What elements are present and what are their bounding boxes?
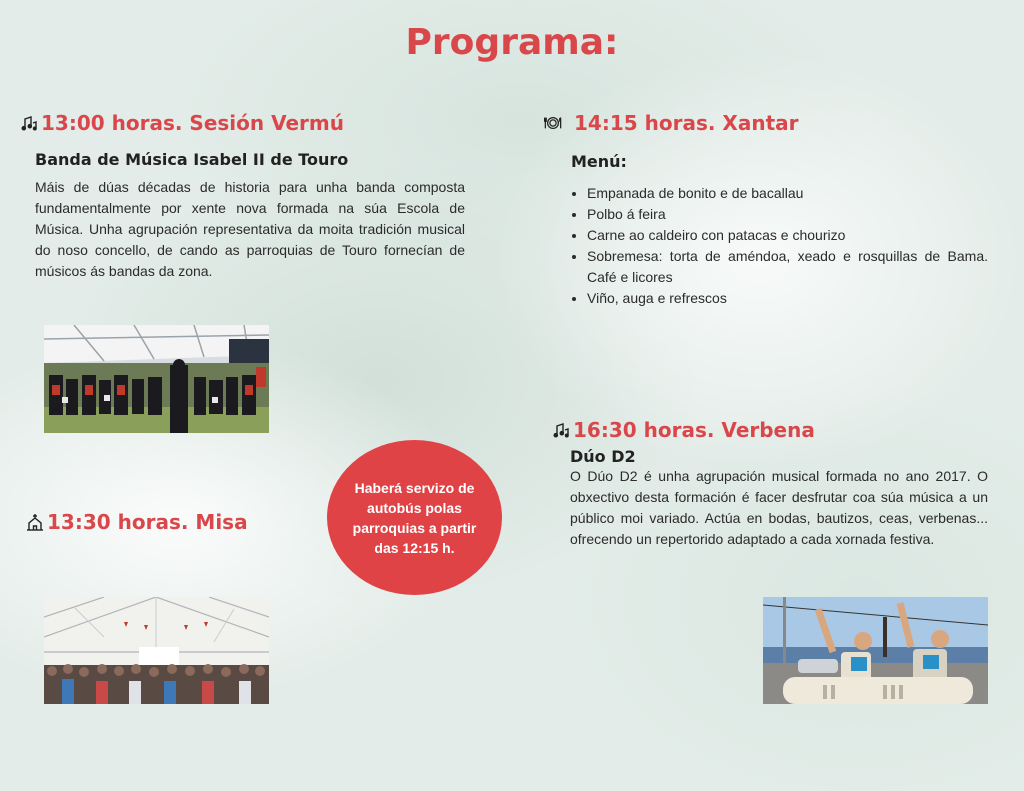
section-xantar-heading [544,111,799,135]
section-vermu-title: 13:00 horas. Sesión Vermú [41,111,344,135]
section-vermu-subtitle: Banda de Música Isabel II de Touro [35,150,349,169]
band-photo [44,325,269,433]
section-verbena-title: 16:30 horas. Verbena [573,418,815,442]
mass-photo [44,597,269,704]
section-xantar-subtitle: Menú: [571,152,627,171]
menu-item: • Sobremesa: torta de améndoa, xeado e rosquillas de Bama. Café e licores [587,246,988,288]
section-misa-title: 13:30 horas. Misa [47,510,248,534]
plate-cutlery-icon [544,114,562,132]
section-xantar-title: 14:15 horas. Xantar [574,111,799,135]
bus-notice-text: Haberá servizo de autobús polas parroquias a partir das 12:15 h. [352,479,477,556]
menu-item: • Empanada de bonito e de bacallau [587,183,988,204]
music-notes-icon [20,114,38,132]
section-vermu-heading [20,111,344,135]
menu-item: • Polbo á feira [587,204,988,225]
section-verbena-subtitle: Dúo D2 [570,447,636,466]
menu-item: • Carne ao caldeiro con patacas e chourizo [587,225,988,246]
section-verbena-heading [552,418,815,442]
music-notes-icon [552,421,570,439]
duo-photo [763,597,988,704]
section-verbena-description: O Dúo D2 é unha agrupación musical formada no ano 2017. O obxectivo desta formación é facer desfrutar coa súa música a un público moi variado. Actúa en bodas, bautizos, ceas, verbenas... ofrecendo un repertorido adaptado a cada xornada festiva. [570,468,988,547]
page-title: Programa: [405,22,619,63]
bus-notice-badge [327,440,502,595]
section-vermu-description: Máis de dúas décadas de historia para unha banda composta fundamentalmente por xente nova formada na súa Escola de Música. Unha agrupación representativa da moita tradición musical do noso concello, de cando as parroquias de Touro fornecían de músicos ás bandas da zona. [35,179,465,279]
menu-item: • Viño, auga e refrescos [587,288,988,309]
menu-list [569,183,988,309]
section-misa-heading [26,510,248,534]
church-icon [26,513,44,531]
